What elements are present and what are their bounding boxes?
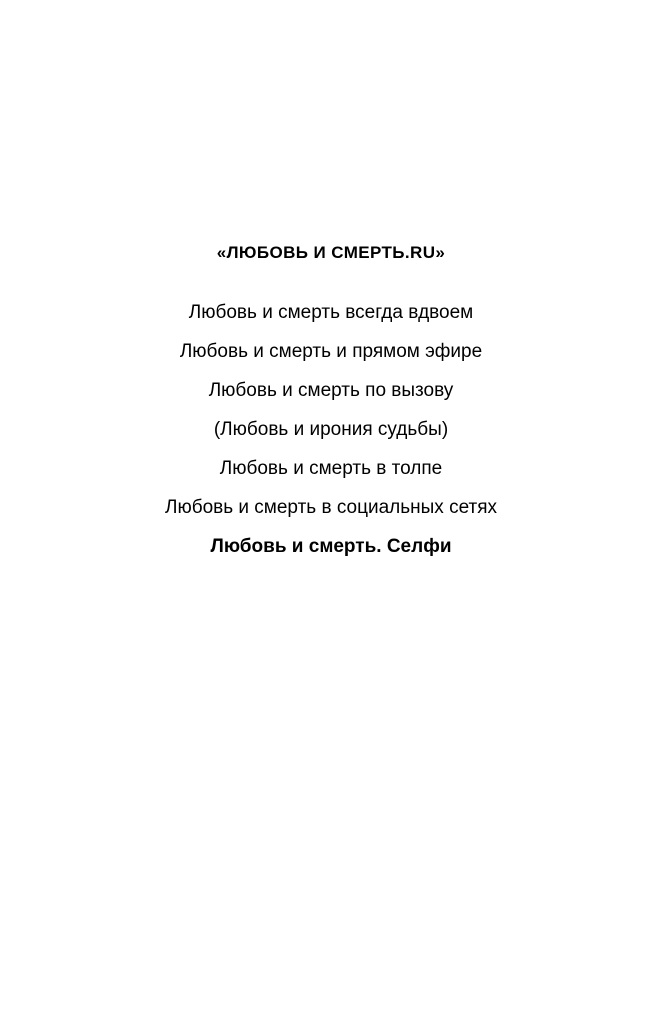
series-block — [0, 243, 662, 566]
series-list-item: Любовь и смерть. Селфи — [210, 536, 452, 558]
series-list-item: Любовь и смерть по вызову — [208, 380, 454, 402]
series-list-item: Любовь и смерть в толпе — [219, 458, 443, 480]
series-list-item: Любовь и смерть и прямом эфире — [179, 341, 483, 363]
series-list-item: Любовь и смерть в социальных сетях — [164, 497, 498, 519]
series-list — [0, 293, 662, 566]
series-list-item: (Любовь и ирония судьбы) — [213, 419, 449, 441]
series-list-item: Любовь и смерть всегда вдвоем — [188, 302, 474, 324]
series-heading: «ЛЮБОВЬ И СМЕРТЬ.RU» — [216, 243, 446, 262]
